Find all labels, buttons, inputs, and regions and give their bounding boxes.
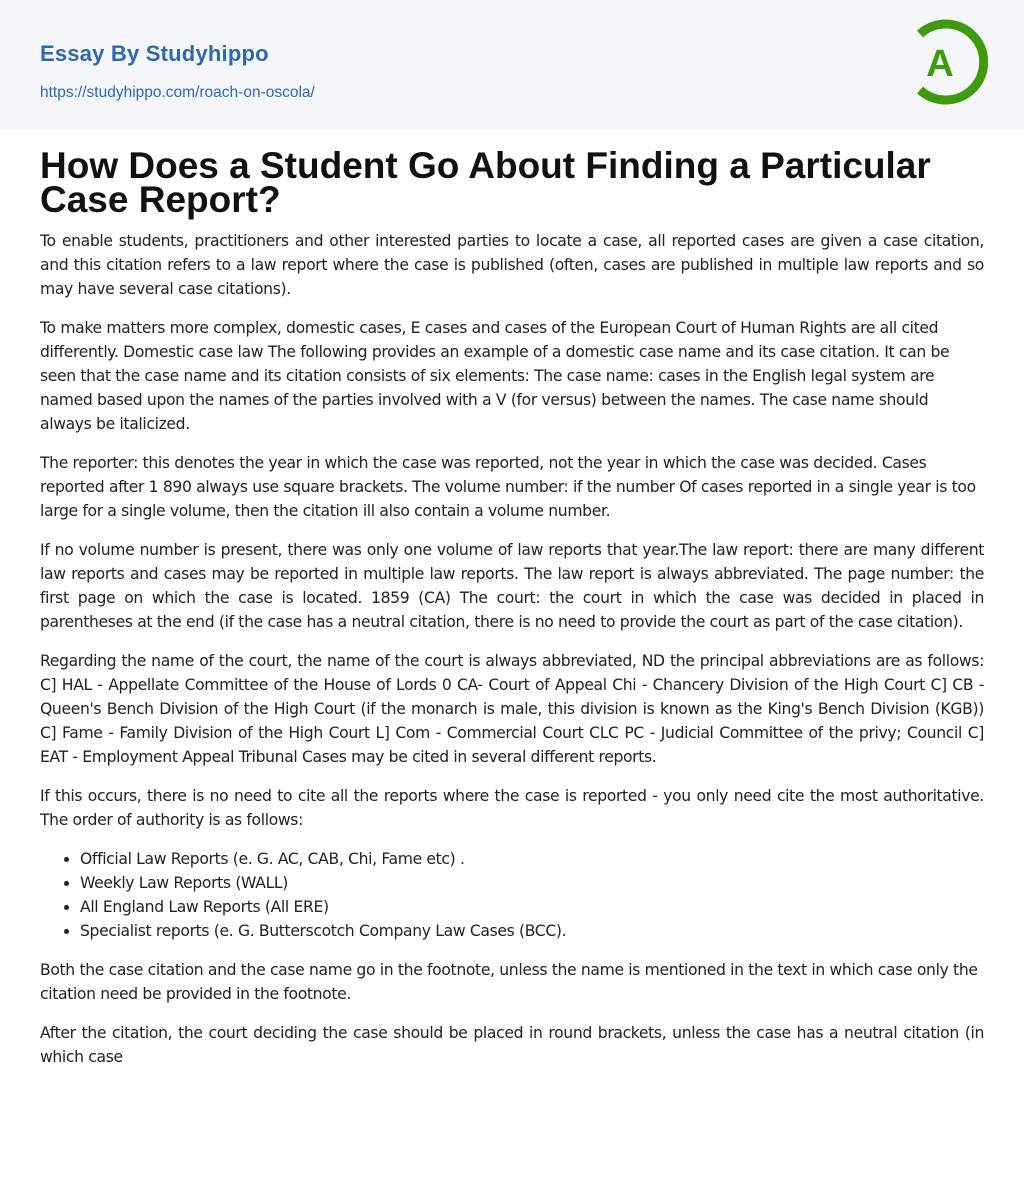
studyhippo-logo-icon: [908, 18, 988, 106]
page-title: How Does a Student Go About Finding a Particular Case Report?: [40, 145, 931, 220]
site-brand: Essay By Studyhippo: [40, 41, 269, 66]
paragraph: To make matters more complex, domestic cases, E cases and cases of the European Court of Human Rights are all cited differently. Domestic case law The following provides an example of a domestic case name and its case citation. It can be seen that the case name and its citation consists of six elements: The case name: cases in the English legal system are named based upon the names of the parties involved with a V (for versus) between the names. The case name should always be italicized.: [40, 319, 950, 433]
paragraph: If this occurs, there is no need to cite all the reports where the case is reported - you only need cite the most authoritative. The order of authority is as follows:: [40, 787, 984, 829]
list-item: • Official Law Reports (e. G. AC, CAB, Chi, Fame etc) .: [80, 847, 984, 871]
list-item: • Weekly Law Reports (WALL): [80, 871, 984, 895]
logo-letter: A: [926, 43, 954, 85]
paragraph: To enable students, practitioners and other interested parties to locate a case, all reported cases are given a case citation, and this citation refers to a law report where the case is published (often, cases are published in multiple law reports and so may have several case citations).: [40, 232, 984, 298]
site-header: [0, 0, 1024, 129]
list-item: • All England Law Reports (All ERE): [80, 895, 984, 919]
article: [0, 129, 1024, 1069]
list-item: • Specialist reports (e. G. Butterscotch Company Law Cases (BCC).: [80, 919, 984, 943]
authority-list: [40, 847, 984, 943]
paragraph: The reporter: this denotes the year in which the case was reported, not the year in which the case was decided. Cases reported after 1 890 always use square brackets. The volume number: if the number Of cases reported in a single year is too large for a single volume, then the citation ill also contain a volume number.: [40, 454, 976, 520]
paragraph: Regarding the name of the court, the name of the court is always abbreviated, ND the principal abbreviations are as follows: C] HAL - Appellate Committee of the House of Lords 0 CA- Court of Appeal Chi - Chancery Division of the High Court C] CB - Queen's Bench Division of the High Court (if the monarch is male, this division is known as the King's Bench Division (KGB)) C] Fame - Family Division of the High Court L] Com - Commercial Court CLC PC - Judicial Committee of the privy; Council C] EAT - Employment Appeal Tribunal Cases may be cited in several different reports.: [40, 652, 984, 766]
paragraph: Both the case citation and the case name go in the footnote, unless the name is mentioned in the text in which case only the citation need be provided in the footnote.: [40, 961, 978, 1003]
paragraph: If no volume number is present, there was only one volume of law reports that year.The law report: there are many different law reports and cases may be reported in multiple law reports. The law report is always abbreviated. The page number: the first page on which the case is located. 1859 (CA) The court: the court in which the case was decided in placed in parentheses at the end (if the case has a neutral citation, there is no need to provide the court as part of the case citation).: [40, 541, 984, 631]
source-url-link[interactable]: https://studyhippo.com/roach-on-oscola/: [40, 84, 315, 101]
paragraph: After the citation, the court deciding the case should be placed in round brackets, unless the case has a neutral citation (in which case: [40, 1024, 984, 1066]
